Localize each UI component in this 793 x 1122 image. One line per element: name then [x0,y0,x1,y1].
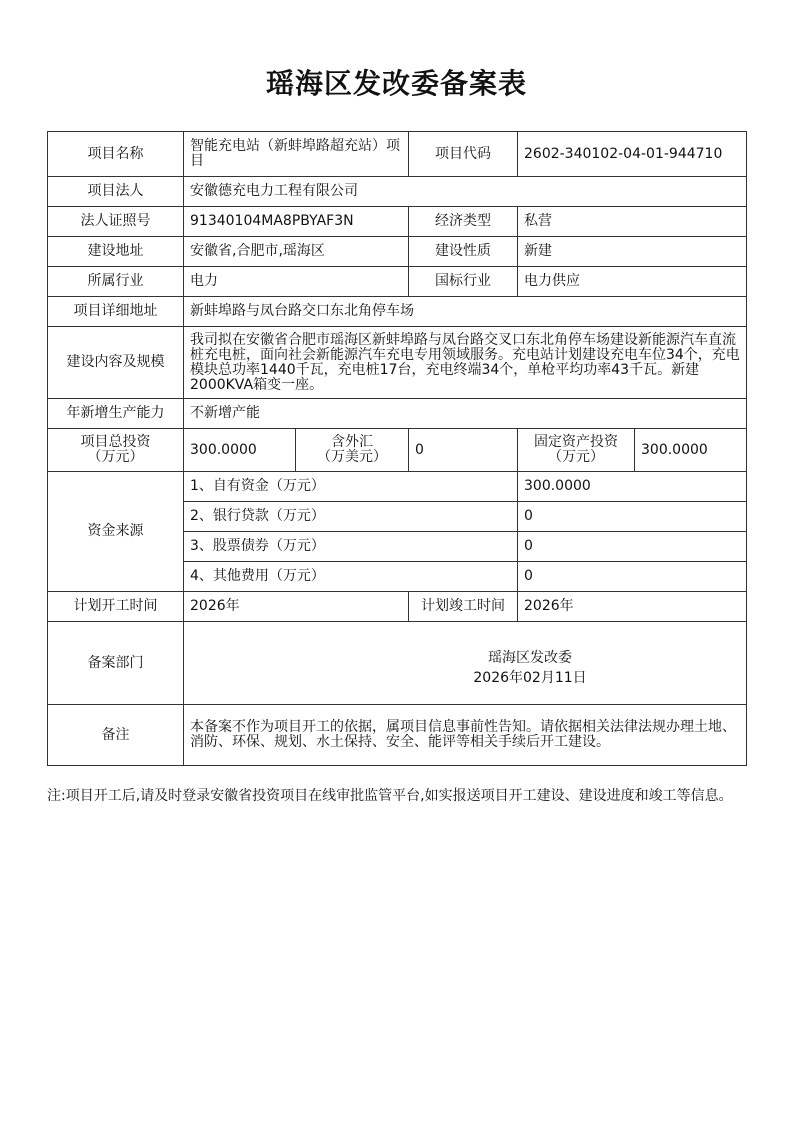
page-title: 瑶海区发改委备案表 [265,67,527,100]
legal-person-value: 安徽德充电力工程有限公司 [184,177,747,207]
row-location [48,237,747,267]
total-investment-label-line2: （万元） [87,449,144,465]
industry-label: 所属行业 [48,267,184,297]
department-name: 瑶海区发改委 [488,650,572,666]
filing-form-table [47,131,747,766]
funding-item-label: 2、银行贷款（万元） [184,502,518,532]
row-legal-person [48,177,747,207]
project-code-label: 项目代码 [409,132,518,177]
funding-item-value: 0 [518,502,747,532]
project-name-label: 项目名称 [48,132,184,177]
row-remarks [48,705,747,766]
location-label: 建设地址 [48,237,184,267]
funding-source-label: 资金来源 [48,472,184,592]
foreign-exchange-label-line2: （万美元） [317,449,387,465]
row-funding-1 [48,472,747,502]
fixed-asset-value: 300.0000 [635,429,747,472]
remarks-label: 备注 [48,705,184,766]
funding-item-value: 300.0000 [518,472,747,502]
planned-start-value: 2026年 [184,592,409,622]
foreign-exchange-label-line1: 含外汇 [331,434,373,450]
department-cell [184,622,747,705]
scale-label: 建设内容及规模 [48,327,184,399]
planned-end-label: 计划竣工时间 [409,592,518,622]
row-detail-address [48,297,747,327]
construction-nature-value: 新建 [518,237,747,267]
total-investment-label-line1: 项目总投资 [80,434,151,450]
economic-type-value: 私营 [518,207,747,237]
fixed-asset-label [518,429,635,472]
planned-end-value: 2026年 [518,592,747,622]
funding-item-label: 3、股票债券（万元） [184,532,518,562]
project-code-value: 2602-340102-04-01-944710 [518,132,747,177]
row-investment [48,429,747,472]
license-value: 91340104MA8PBYAF3N [184,207,409,237]
fixed-asset-label-line1: 固定资产投资 [534,434,618,450]
total-investment-label [48,429,184,472]
row-department [48,622,747,705]
row-project-name [48,132,747,177]
funding-item-value: 0 [518,532,747,562]
capacity-label: 年新增生产能力 [48,399,184,429]
national-industry-value: 电力供应 [518,267,747,297]
construction-nature-label: 建设性质 [409,237,518,267]
row-schedule [48,592,747,622]
detail-address-label: 项目详细地址 [48,297,184,327]
department-label: 备案部门 [48,622,184,705]
row-capacity [48,399,747,429]
detail-address-value: 新蚌埠路与凤台路交口东北角停车场 [184,297,747,327]
funding-item-label: 1、自有资金（万元） [184,472,518,502]
industry-value: 电力 [184,267,409,297]
row-license [48,207,747,237]
capacity-value: 不新增产能 [184,399,747,429]
location-value: 安徽省,合肥市,瑶海区 [184,237,409,267]
legal-person-label: 项目法人 [48,177,184,207]
remarks-value: 本备案不作为项目开工的依据，属项目信息事前性告知。请依据相关法律法规办理土地、消防、环保、规划、水土保持、安全、能评等相关手续后开工建设。 [184,705,747,766]
scale-value: 我司拟在安徽省合肥市瑶海区新蚌埠路与凤台路交叉口东北角停车场建设新能源汽车直流桩充电桩，面向社会新能源汽车充电专用领域服务。充电站计划建设充电车位34个，充电模块总功率1440千瓦，充电桩17台，充电终端34个，单枪平均功率43千瓦。新建2000KVA箱变一座。 [184,327,747,399]
fixed-asset-label-line2: （万元） [548,449,604,465]
funding-item-value: 0 [518,562,747,592]
economic-type-label: 经济类型 [409,207,518,237]
project-name-value: 智能充电站（新蚌埠路超充站）项目 [184,132,409,177]
row-industry [48,267,747,297]
national-industry-label: 国标行业 [409,267,518,297]
planned-start-label: 计划开工时间 [48,592,184,622]
foreign-exchange-value: 0 [409,429,518,472]
funding-item-label: 4、其他费用（万元） [184,562,518,592]
footnote: 注:项目开工后,请及时登录安徽省投资项目在线审批监管平台,如实报送项目开工建设、建设进度和竣工等信息。 [47,788,733,804]
license-label: 法人证照号 [48,207,184,237]
foreign-exchange-label [296,429,409,472]
row-scale [48,327,747,399]
filing-date: 2026年02月11日 [473,670,587,686]
total-investment-value: 300.0000 [184,429,296,472]
